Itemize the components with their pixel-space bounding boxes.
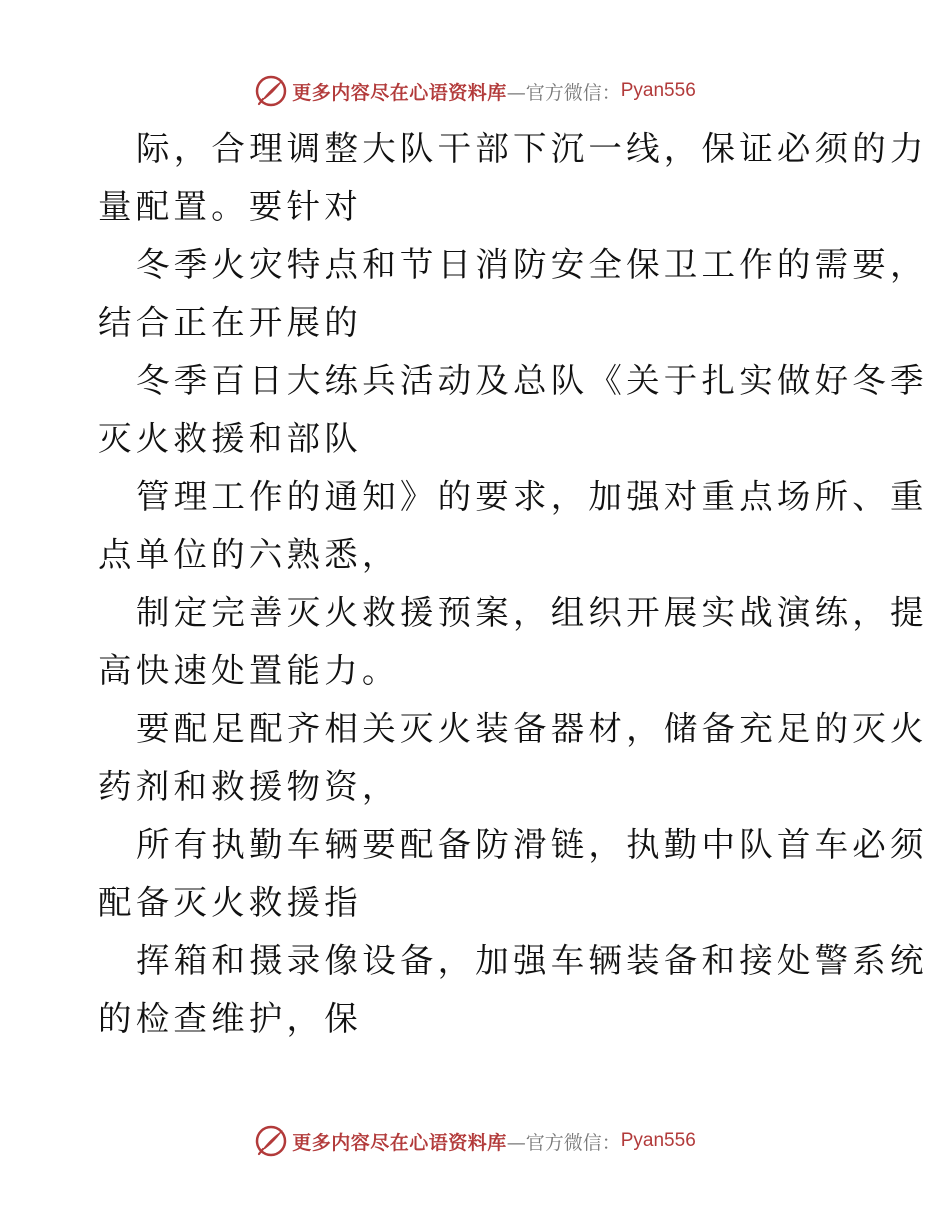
paragraph xyxy=(98,468,928,584)
paragraph xyxy=(98,236,928,352)
paragraph-line: 管理工作的通知》的要求，加强对重点场所、重 xyxy=(136,477,928,516)
paragraph-line: 所有执勤车辆要配备防滑链，执勤中队首车必须 xyxy=(136,825,928,864)
paragraph xyxy=(98,816,928,932)
paragraph-line: 要配足配齐相关灭火装备器材，储备充足的灭火 xyxy=(136,709,928,748)
paragraph-line: 的检查维护，保 xyxy=(98,999,362,1038)
watermark-text: 更多内容尽在心语资料库 xyxy=(292,81,507,104)
paragraph-line: 际，合理调整大队干部下沉一线，保证必须的力 xyxy=(136,129,928,168)
paragraph-line: 量配置。要针对 xyxy=(98,187,362,226)
paragraph xyxy=(98,932,928,1048)
paragraph xyxy=(98,352,928,468)
paragraph xyxy=(98,120,928,236)
paragraph-line: 高快速处置能力。 xyxy=(98,651,400,690)
quill-logo-icon xyxy=(254,74,288,108)
paragraph-line: 药剂和救援物资， xyxy=(98,767,400,806)
paragraph-line: 结合正在开展的 xyxy=(98,303,362,342)
header-watermark xyxy=(0,71,950,111)
quill-logo-icon xyxy=(254,1124,288,1158)
paragraph-line: 挥箱和摄录像设备，加强车辆装备和接处警系统 xyxy=(136,941,928,980)
watermark-separator: —官方微信： xyxy=(506,1131,621,1154)
paragraph-line: 冬季百日大练兵活动及总队《关于扎实做好冬季 xyxy=(136,361,928,400)
paragraph-line: 配备灭火救援指 xyxy=(98,883,362,922)
watermark-separator: —官方微信： xyxy=(506,81,621,104)
watermark-handle: Pyan556 xyxy=(620,80,696,101)
paragraph xyxy=(98,584,928,700)
paragraph-line: 制定完善灭火救援预案，组织开展实战演练，提 xyxy=(136,593,928,632)
paragraph xyxy=(98,700,928,816)
paragraph-line: 点单位的六熟悉， xyxy=(98,535,400,574)
paragraph-line: 灭火救援和部队 xyxy=(98,419,362,458)
paragraph-line: 冬季火灾特点和节日消防安全保卫工作的需要， xyxy=(136,245,928,284)
footer-watermark xyxy=(0,1121,950,1161)
document-body xyxy=(98,120,928,1048)
watermark-text: 更多内容尽在心语资料库 xyxy=(292,1131,507,1154)
watermark-handle: Pyan556 xyxy=(620,1130,696,1151)
